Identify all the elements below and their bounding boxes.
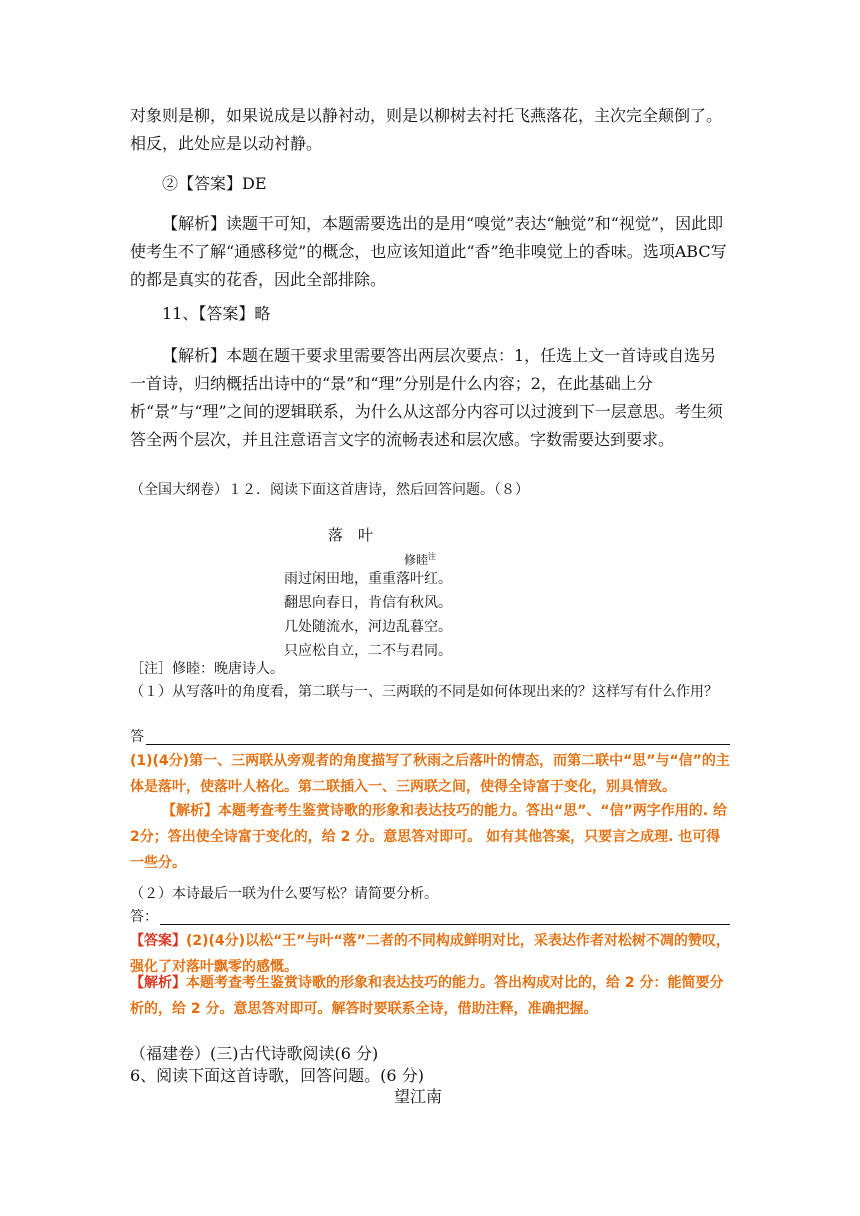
answer-tag: 【答案】 <box>130 933 186 949</box>
poem-author-note-mark: 注 <box>428 552 437 561</box>
poem-note: ［注］修睦：晚唐诗人。 <box>130 661 284 677</box>
answer-line-2[interactable] <box>130 906 730 928</box>
answer-underline-2 <box>160 924 730 925</box>
answer-11: 11、【答案】略 <box>162 304 271 323</box>
question-12-2: （２）本诗最后一联为什么要写松？请简要分析。 <box>130 886 438 902</box>
paragraph-continuation: 对象则是柳，如果说成是以静衬动，则是以柳树去衬托飞燕落花，主次完全颠倒了。相反，此处应是以动衬静。 <box>130 106 723 153</box>
analysis-tag: 【解析】 <box>130 975 186 991</box>
answer-line-1[interactable] <box>130 726 730 748</box>
answer-label-1: 答 <box>130 729 144 745</box>
poem-line-3: 几处随流水，河边乱暮空。 <box>284 619 452 635</box>
question-12-1: （１）从写落叶的角度看，第二联与一、三两联的不同是如何体现出来的？这样写有什么作用？ <box>130 684 718 700</box>
answer-label-2: 答： <box>130 909 158 925</box>
answer-2: ②【答案】DE <box>162 174 267 193</box>
answer-12-1: (1)(4分)第一、三两联从旁观者的角度描写了秋雨之后落叶的情态，而第二联中“思”与“信”的主体是落叶，使落叶人格化。第二联插入一、三两联之间，使得全诗富于变化，别具情致。 <box>130 753 730 795</box>
poem-line-2: 翻思向春日，肯信有秋风。 <box>284 595 452 611</box>
fujian-question-6: 6、阅读下面这首诗歌，回答问题。(6 分) <box>130 1066 424 1085</box>
analysis-12-2-text: 本题考查考生鉴赏诗歌的形象和表达技巧的能力。答出构成对比的，给 2 分：能简要分析的，给 2 分。意思答对即可。解答时要联系全诗，借助注释，准确把握。 <box>130 975 724 1017</box>
poem-author-name: 修睦 <box>404 553 429 567</box>
poem-title: 落 叶 <box>328 526 374 544</box>
fujian-section: （福建卷）(三)古代诗歌阅读(6 分) <box>130 1044 379 1063</box>
fujian-poem-title: 望江南 <box>394 1087 443 1106</box>
poem-line-1: 雨过闲田地，重重落叶红。 <box>284 571 452 587</box>
question-12-intro: （全国大纲卷）１２．阅读下面这首唐诗，然后回答问题。（８） <box>130 482 529 498</box>
analysis-2: 【解析】读题干可知，本题需要选出的是用“嗅觉”表达“触觉”和“视觉”，因此即使考生不了解“通感移觉”的概念，也应该知道此“香”绝非嗅觉上的香味。选项ABC写的都是真实的花香，因此全部排除。 <box>130 214 727 289</box>
answer-underline-1 <box>146 744 730 745</box>
analysis-11: 【解析】本题在题干要求里需要答出两层次要点：1，任选上文一首诗或自选另一首诗，归纳概括出诗中的“景”和“理”分别是什么内容；2，在此基础上分析“景”与“理”之间的逻辑联系，为什么从这部分内容可以过渡到下一层意思。考生须答全两个层次，并且注意语言文字的流畅表述和层次感。字数需要达到要求。 <box>130 346 723 449</box>
analysis-12-2 <box>130 970 730 1022</box>
poem-line-4: 只应松自立，二不与君同。 <box>284 643 452 659</box>
analysis-12-1: 【解析】本题考查考生鉴赏诗歌的形象和表达技巧的能力。答出“思”、“信”两字作用的. 给2分；答出使全诗富于变化的，给 2 分。意思答对即可。 如有其他答案，只要言之成理. 也可得一些分。 <box>130 803 727 871</box>
answer-12-2-text: (2)(4分)以松“王”与叶“落”二者的不同构成鲜明对比，采表达作者对松树不凋的赞叹，强化了对落叶飘零的感慨。 <box>130 933 730 975</box>
